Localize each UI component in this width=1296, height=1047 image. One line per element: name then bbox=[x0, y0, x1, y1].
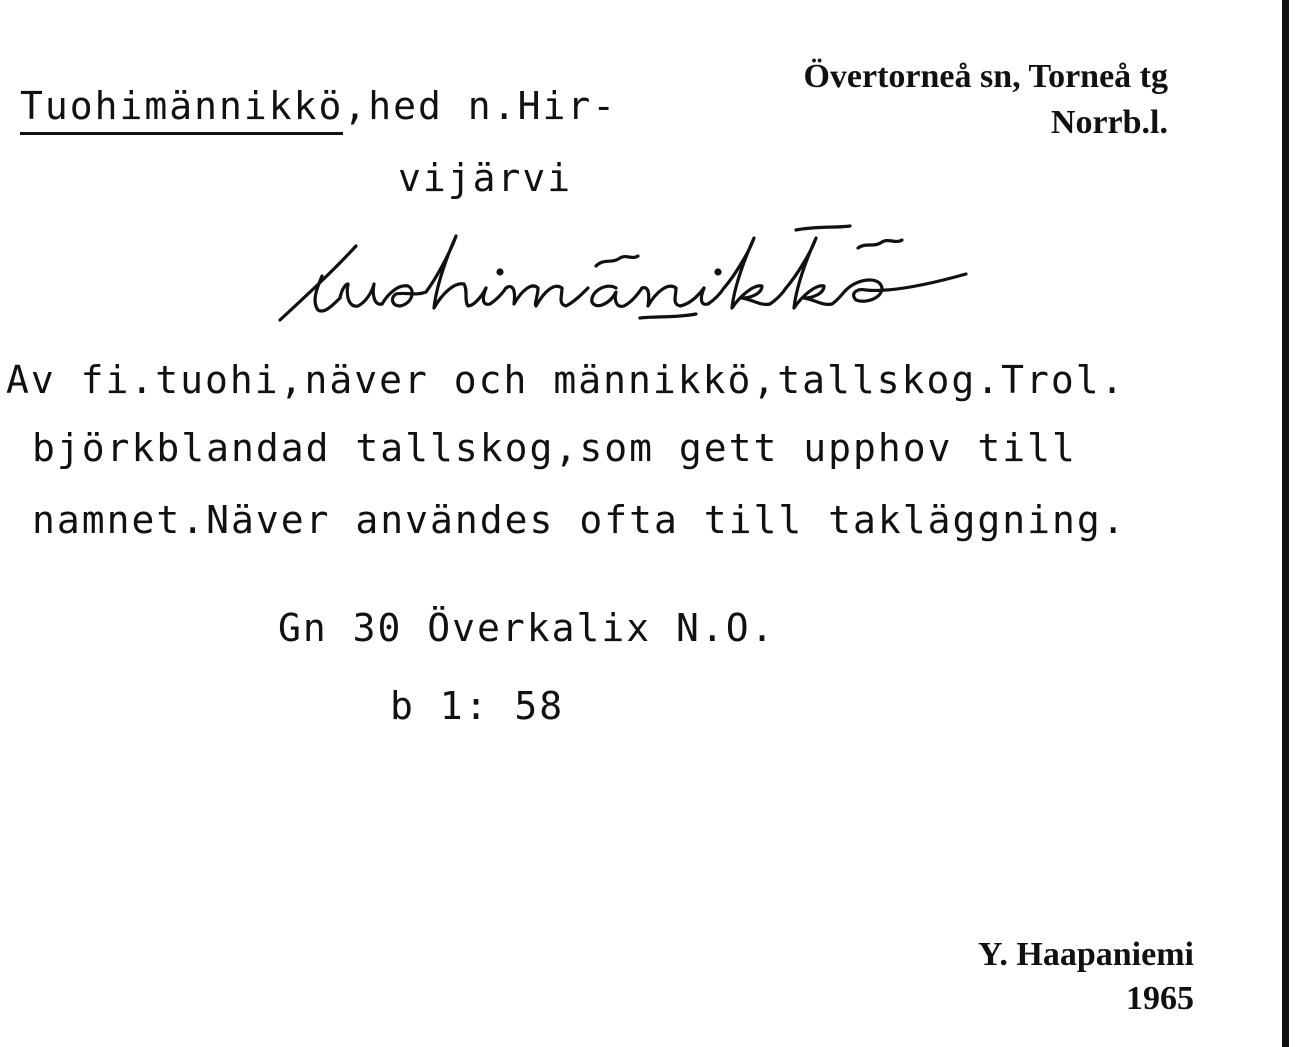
source-page-reference: b 1: 58 bbox=[390, 684, 565, 728]
description-line-2: björkblandad tallskog,som gett upphov till bbox=[32, 426, 1077, 470]
headword-line bbox=[20, 84, 617, 128]
description-line-3: namnet.Näver användes ofta till takläggning. bbox=[32, 498, 1127, 542]
headword-rest: ,hed n.Hir- bbox=[343, 84, 618, 128]
handwritten-phonetic-form bbox=[276, 218, 996, 338]
source-reference: Gn 30 Överkalix N.O. bbox=[278, 606, 776, 650]
location-parish: Övertorneå sn, Torneå tg bbox=[803, 58, 1168, 95]
headword-continuation: vijärvi bbox=[398, 156, 573, 200]
location-county: Norrb.l. bbox=[1050, 104, 1168, 141]
card-edge-border bbox=[1282, 0, 1289, 1047]
author-name: Y. Haapaniemi bbox=[977, 936, 1194, 973]
description-line-1: Av fi.tuohi,näver och männikkö,tallskog.Trol. bbox=[6, 358, 1126, 402]
record-year: 1965 bbox=[1126, 980, 1194, 1017]
headword: Tuohimännikkö bbox=[20, 84, 343, 135]
